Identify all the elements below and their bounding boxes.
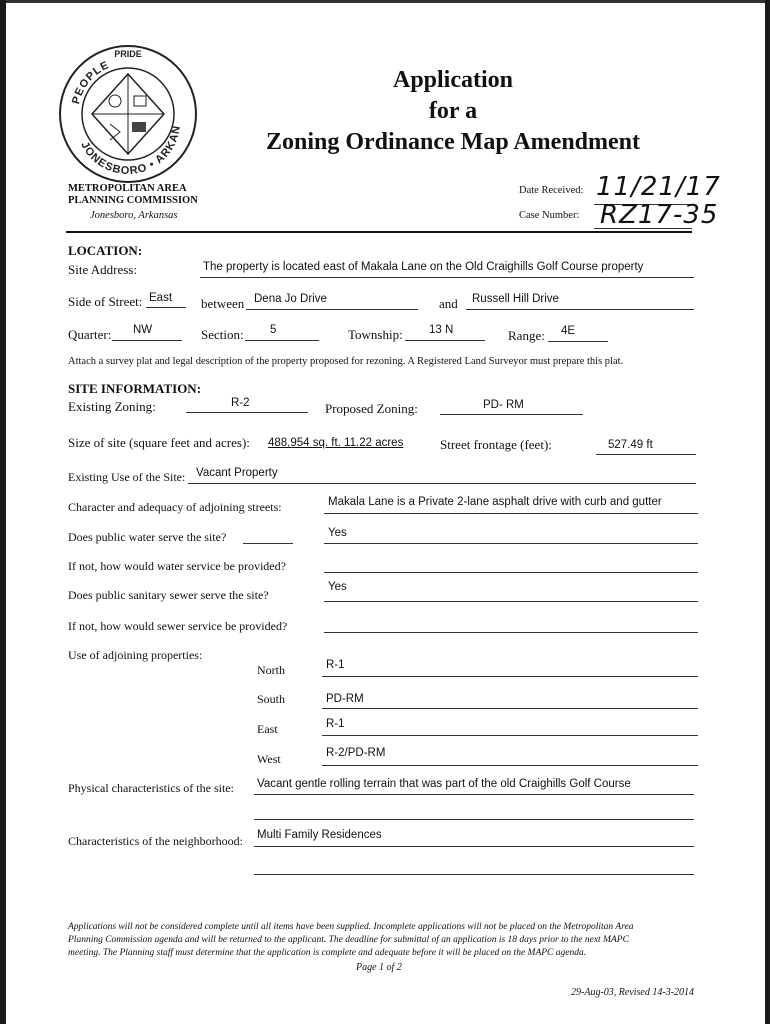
quarter-field[interactable]: NW [133, 324, 153, 336]
scan-edge-left [0, 0, 6, 1024]
form-title [213, 65, 693, 158]
size-label: Size of site (square feet and acres): [68, 435, 250, 450]
seal-pride-text: PRIDE [114, 49, 142, 59]
north-label: North [257, 663, 285, 677]
range-field[interactable]: 4E [561, 325, 576, 337]
east-label: East [257, 722, 278, 736]
agency-line-1: METROPOLITAN AREA [68, 183, 187, 194]
case-number-label: Case Number: [519, 210, 580, 221]
public-water-label: Does public water serve the site? [68, 530, 227, 544]
north-field[interactable]: R-1 [326, 659, 345, 671]
and-label: and [439, 296, 458, 311]
title-line-1: Application [392, 67, 514, 93]
side-of-street-label: Side of Street: [68, 294, 143, 309]
proposed-zoning-label: Proposed Zoning: [325, 401, 418, 416]
note-line-1: Applications will not be considered complete until all items have been supplied. Incomplete applications will not be placed on the Metropolitan Area [68, 922, 634, 932]
case-number-value: RZ17-35 [600, 200, 719, 230]
scan-edge-top [0, 0, 770, 3]
section-field[interactable]: 5 [270, 324, 277, 336]
site-info-heading: SITE INFORMATION: [68, 381, 202, 396]
scan-edge-right [765, 0, 770, 1024]
site-address-field[interactable]: The property is located east of Makala Lane on the Old Craighills Golf Course property [203, 261, 644, 273]
public-sewer-field[interactable]: Yes [328, 581, 347, 593]
sewer-alternative-label: If not, how would sewer service be provided? [68, 619, 288, 633]
water-alternative-label: If not, how would water service be provided? [68, 559, 286, 573]
neighborhood-field[interactable]: Multi Family Residences [257, 829, 382, 841]
range-label: Range: [508, 328, 545, 343]
west-label: West [257, 752, 281, 766]
existing-use-field[interactable]: Vacant Property [196, 467, 278, 479]
survey-note: Attach a survey plat and legal description of the property proposed for rezoning. A Registered Land Surveyor must prepare this plat. [68, 356, 624, 367]
title-line-2: for a [428, 98, 478, 124]
adjoining-streets-field[interactable]: Makala Lane is a Private 2-lane asphalt drive with curb and gutter [328, 496, 662, 508]
size-field[interactable]: 488,954 sq. ft. 11.22 acres [268, 437, 404, 449]
physical-characteristics-label: Physical characteristics of the site: [68, 781, 234, 795]
quarter-label: Quarter: [68, 327, 112, 342]
location-heading: LOCATION: [68, 243, 143, 258]
agency-name [68, 183, 198, 207]
note-line-2: Planning Commission agenda and will be returned to the applicant. The deadline for submittal of an application is 18 days prior to the next MAPC [68, 935, 629, 945]
agency-city: Jonesboro, Arkansas [90, 210, 178, 221]
east-field[interactable]: R-1 [326, 718, 345, 730]
side-of-street-field[interactable]: East [149, 292, 173, 304]
completeness-note [68, 921, 634, 960]
note-line-3: meeting. The Planning staff must determine that the application is complete and adequate before it will be placed on the MAPC agenda. [68, 948, 587, 958]
title-line-3: Zoning Ordinance Map Amendment [265, 129, 641, 155]
revision-date: 29-Aug-03, Revised 14-3-2014 [571, 987, 695, 998]
page-number: Page 1 of 2 [356, 962, 402, 973]
existing-zoning-field[interactable]: R-2 [231, 397, 250, 409]
south-field[interactable]: PD-RM [326, 693, 364, 705]
section-label: Section: [201, 327, 244, 342]
and-field[interactable]: Russell Hill Drive [472, 293, 559, 305]
public-water-field[interactable]: Yes [328, 527, 347, 539]
between-field[interactable]: Dena Jo Drive [254, 293, 327, 305]
physical-characteristics-field[interactable]: Vacant gentle rolling terrain that was part of the old Craighills Golf Course [257, 778, 631, 790]
frontage-field[interactable]: 527.49 ft [608, 439, 653, 451]
agency-line-2: PLANNING COMMISSION [68, 195, 198, 206]
date-received-value: 11/21/17 [596, 172, 721, 202]
header-divider [66, 231, 692, 233]
seal-top-text: PEOPLE [70, 59, 112, 106]
site-address-label: Site Address: [68, 262, 137, 277]
frontage-label: Street frontage (feet): [440, 437, 552, 452]
neighborhood-label: Characteristics of the neighborhood: [68, 834, 243, 848]
adjoining-use-label: Use of adjoining properties: [68, 648, 203, 662]
public-sewer-label: Does public sanitary sewer serve the site? [68, 588, 269, 602]
township-field[interactable]: 13 N [429, 324, 454, 336]
date-received-label: Date Received: [519, 185, 584, 196]
seal-bottom-text: JONESBORO • ARKAN [78, 124, 184, 178]
existing-zoning-label: Existing Zoning: [68, 399, 156, 414]
adjoining-streets-label: Character and adequacy of adjoining streets: [68, 500, 282, 514]
existing-use-label: Existing Use of the Site: [68, 470, 186, 484]
township-label: Township: [348, 327, 403, 342]
south-label: South [257, 692, 286, 706]
city-seal-logo [58, 44, 198, 184]
between-label: between [201, 296, 245, 311]
proposed-zoning-field[interactable]: PD- RM [483, 399, 524, 411]
west-field[interactable]: R-2/PD-RM [326, 747, 386, 759]
